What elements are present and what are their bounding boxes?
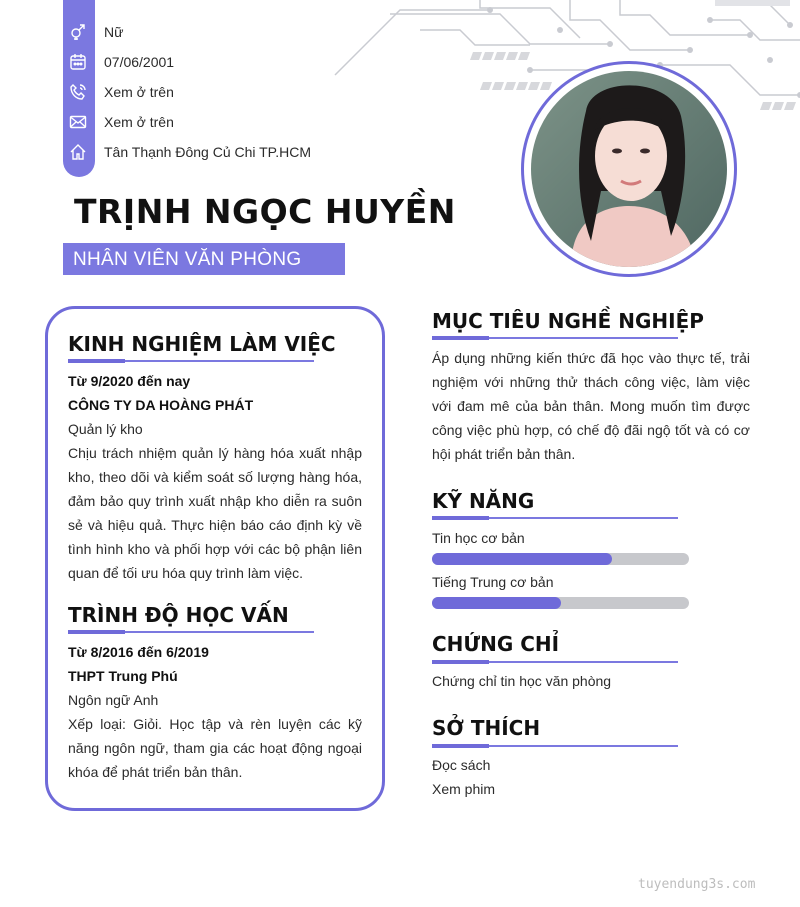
skill-bar bbox=[432, 553, 689, 565]
skill-label: Tin học cơ bản bbox=[432, 530, 525, 546]
gender-icon bbox=[68, 22, 88, 42]
certificate-item: Chứng chỉ tin học văn phòng bbox=[432, 673, 612, 689]
objective-text: Áp dụng những kiến thức đã học vào thực tế, trải nghiệm với những thử thách công việc, làm việc với đam mê của bản thân. Mong muốn tìm được công việc phù hợp, có chế độ đãi ngộ tốt và có cơ hội phát triển bản thân. bbox=[432, 350, 750, 462]
education-heading: TRÌNH ĐỘ HỌC VẤN bbox=[68, 603, 289, 627]
section-underline bbox=[432, 661, 678, 663]
profile-photo bbox=[531, 71, 727, 267]
skills-heading: KỸ NĂNG bbox=[432, 489, 535, 513]
experience-position: Quản lý kho bbox=[68, 421, 143, 437]
skill-label: Tiếng Trung cơ bản bbox=[432, 574, 554, 590]
skill-bar bbox=[432, 597, 689, 609]
skill-bar-fill bbox=[432, 553, 612, 565]
calendar-icon bbox=[68, 52, 88, 72]
contact-text: Tân Thạnh Đông Củ Chi TP.HCM bbox=[104, 144, 311, 160]
experience-company: CÔNG TY DA HOÀNG PHÁT bbox=[68, 397, 254, 413]
contact-text: 07/06/2001 bbox=[104, 54, 175, 70]
section-underline bbox=[68, 360, 314, 362]
watermark: tuyendung3s.com bbox=[638, 877, 756, 892]
education-major: Ngôn ngữ Anh bbox=[68, 692, 159, 708]
hobbies-heading: SỞ THÍCH bbox=[432, 716, 541, 740]
experience-description: Chịu trách nhiệm quản lý hàng hóa xuất nhập kho, theo dõi và kiểm soát số lượng hàng hóa, đảm bảo quy trình xuất nhập kho diễn ra suôn sẻ và hiệu quả. Thực hiện báo cáo định kỳ về tình hình kho và phối hợp với các bộ phận liên quan để tối ưu hóa quy trình làm việc. bbox=[68, 445, 362, 581]
skill-bar-fill bbox=[432, 597, 561, 609]
education-period: Từ 8/2016 đến 6/2019 bbox=[68, 644, 209, 660]
phone-icon bbox=[68, 82, 88, 102]
hobby-item: Đọc sách bbox=[432, 757, 491, 773]
contact-text: Xem ở trên bbox=[104, 114, 174, 130]
section-underline bbox=[68, 631, 314, 633]
section-underline bbox=[432, 517, 678, 519]
job-title: NHÂN VIÊN VĂN PHÒNG bbox=[73, 249, 302, 270]
candidate-name: TRỊNH NGỌC HUYỀN bbox=[74, 192, 456, 231]
section-underline bbox=[432, 337, 678, 339]
home-icon bbox=[68, 142, 88, 162]
certificates-heading: CHỨNG CHỈ bbox=[432, 632, 560, 656]
education-school: THPT Trung Phú bbox=[68, 668, 178, 684]
objective-heading: MỤC TIÊU NGHỀ NGHIỆP bbox=[432, 309, 704, 333]
section-underline bbox=[432, 745, 678, 747]
hobby-item: Xem phim bbox=[432, 781, 496, 797]
mail-icon bbox=[68, 112, 88, 132]
experience-period: Từ 9/2020 đến nay bbox=[68, 373, 191, 389]
experience-heading: KINH NGHIỆM LÀM VIỆC bbox=[68, 332, 336, 356]
contact-text: Xem ở trên bbox=[104, 84, 174, 100]
education-description: Xếp loại: Giỏi. Học tập và rèn luyện các kỹ năng ngôn ngữ, tham gia các hoạt động ngoại khóa để phát triển bản thân. bbox=[68, 716, 362, 780]
contact-text: Nữ bbox=[104, 24, 124, 40]
